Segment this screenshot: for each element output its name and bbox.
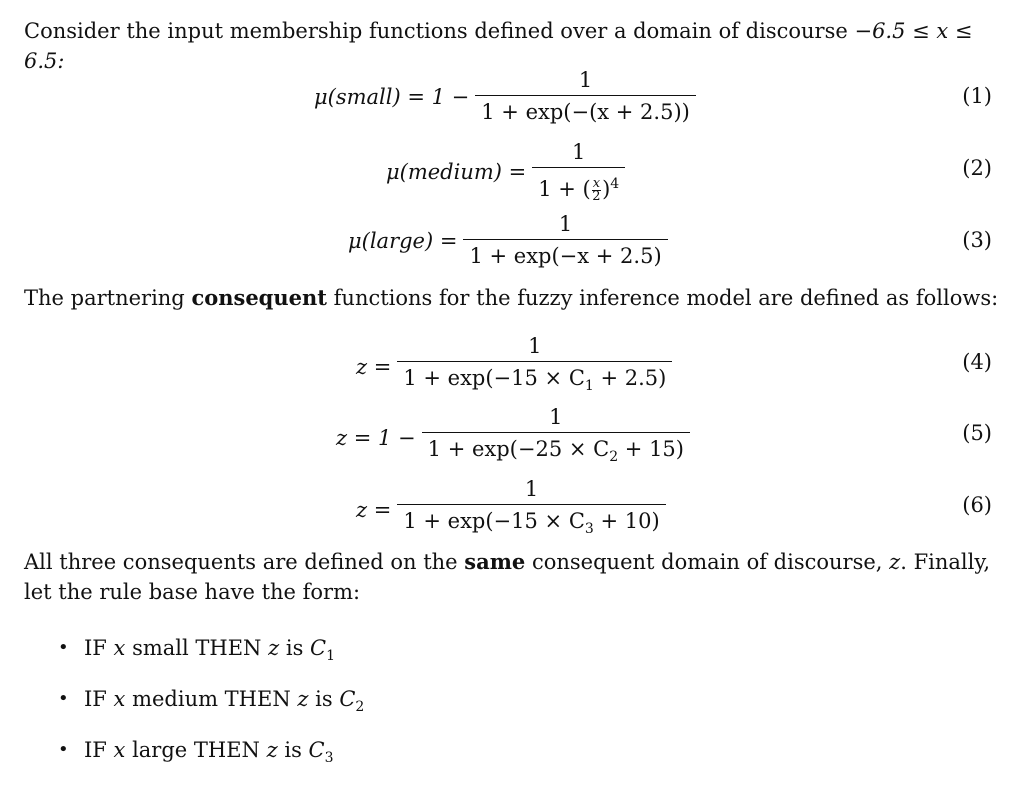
equation-3 (0, 212, 1024, 272)
eq6-numerator: 1 (524, 477, 539, 501)
eq5-numerator: 1 (549, 405, 563, 429)
rule-list (56, 628, 364, 781)
eq1-number: (1) (962, 84, 992, 108)
eq2-numerator: 1 (572, 140, 586, 164)
eq4-denominator: $1 + \exp(-15 \times C_1 + 2.5)$ (397, 361, 672, 399)
eq4-fraction (397, 334, 672, 399)
eq6-fraction (397, 477, 665, 542)
eq1-denominator: 1 + exp(−(x + 2.5)) (475, 95, 696, 125)
eq1-numerator: 1 (578, 68, 593, 92)
eq3-denominator: 1 + exp(−x + 2.5) (463, 239, 667, 269)
eq6-denominator: $1 + \exp(-15 \times C_3 + 10)$ (397, 504, 665, 542)
equation-2 (0, 140, 1024, 204)
intro-text: Consider the input membership functions defined over a domain of discourse (24, 19, 855, 43)
consequent-bold: consequent (191, 285, 327, 310)
eq2-denominator: 1 + ( $\frac{x}{2}$ )$^4$ (532, 167, 625, 203)
eq3-number: (3) (962, 228, 992, 252)
equation-1 (0, 68, 1024, 128)
eq2-number: (2) (962, 156, 992, 180)
eq1-fraction (475, 68, 696, 125)
rule-item: • IF x small THEN z is $C_1$ (56, 628, 364, 679)
eq2-inner-fraction: $\frac{x}{2}$ (592, 176, 601, 204)
eq6-number: (6) (962, 493, 992, 517)
eq2-lhs: μ(medium) = (386, 159, 527, 184)
closing-paragraph: All three consequents are defined on the same consequent domain of discourse, z. Finally, let the rule base have the form: (24, 549, 991, 604)
equation-6 (0, 477, 1024, 537)
eq3-lhs: μ(large) = (348, 228, 458, 253)
eq3-fraction (463, 212, 667, 269)
bullet-icon: • (58, 688, 69, 709)
eq4-lhs: z = (356, 354, 392, 379)
intro-domain: −6.5 ≤ x ≤ 6.5: (24, 19, 973, 73)
bullet-icon: • (58, 739, 69, 760)
eq4-number: (4) (962, 350, 992, 374)
closing-bold: same (464, 549, 526, 574)
equation-4 (0, 334, 1024, 394)
eq4-numerator: 1 (528, 334, 542, 358)
intro-paragraph (24, 16, 1000, 76)
eq6-lhs: z = (356, 497, 392, 522)
eq2-fraction (532, 140, 625, 203)
rule-item: • IF x large THEN z is $C_3$ (56, 730, 364, 781)
bullet-icon: • (58, 637, 69, 658)
eq5-number: (5) (962, 421, 992, 445)
consequent-paragraph: The partnering consequent functions for the fuzzy inference model are defined as follows: (24, 285, 999, 310)
eq1-lhs: μ(small) = 1 − (314, 84, 470, 109)
eq5-fraction (422, 405, 690, 470)
eq5-denominator: $1 + \exp(-25 \times C_2 + 15)$ (422, 432, 690, 470)
eq3-numerator: 1 (558, 212, 573, 236)
equation-5 (0, 405, 1024, 465)
rule-item: • IF x medium THEN z is $C_2$ (56, 679, 364, 730)
eq5-lhs: z = 1 − (336, 425, 416, 450)
